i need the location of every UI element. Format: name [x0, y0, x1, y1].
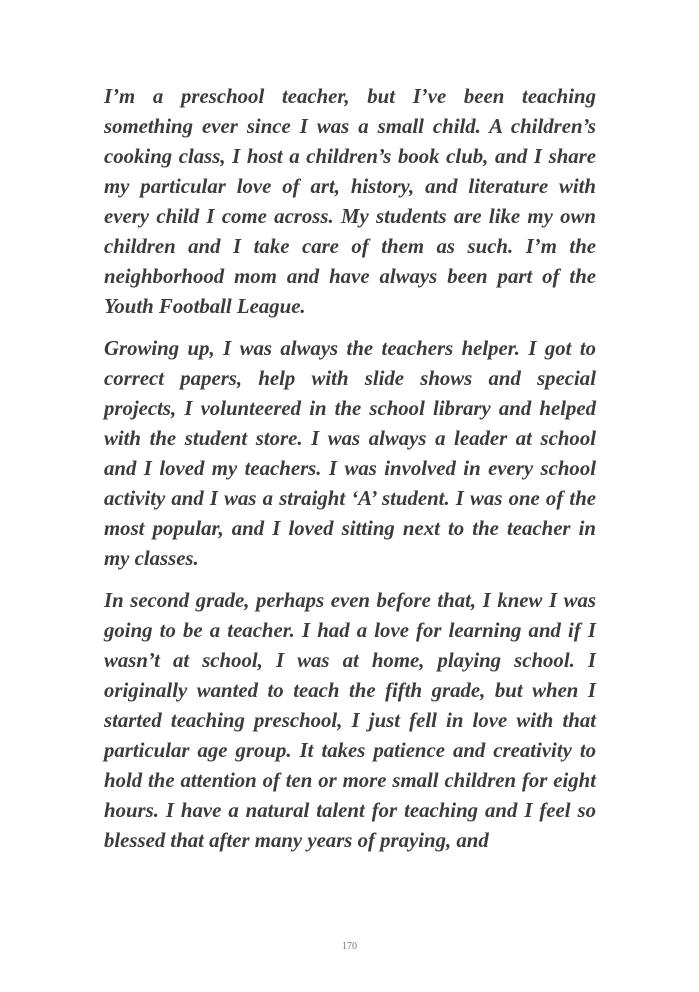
paragraph-1: I’m a preschool teacher, but I’ve been teaching something ever since I was a small child. A children’s cooking class, I host a children’s book club, and I share my particular love of art, history, and literature with every child I come across. My students are like my own children and I take care of them as such. I’m the neighborhood mom and have always been part of the Youth Football League.	[104, 85, 596, 318]
paragraph-3: In second grade, perhaps even before that, I knew I was going to be a teacher. I had a love for learning and if I wasn’t at school, I was at home, playing school. I originally wanted to teach the fifth grade, but when I started teaching preschool, I just fell in love with that particular age group. It takes patience and creativity to hold the attention of ten or more small children for eight hours. I have a natural talent for teaching and I feel so blessed that after many years of praying, and	[104, 589, 596, 852]
body-text	[104, 82, 596, 868]
paragraph-2: Growing up, I was always the teachers helper. I got to correct papers, help with slide shows and special projects, I volunteered in the school library and helped with the student store. I was always a leader at school and I loved my teachers. I was involved in every school activity and I was a straight ‘A’ student. I was one of the most popular, and I loved sitting next to the teacher in my classes.	[104, 337, 596, 570]
page-number: 170	[342, 941, 357, 952]
